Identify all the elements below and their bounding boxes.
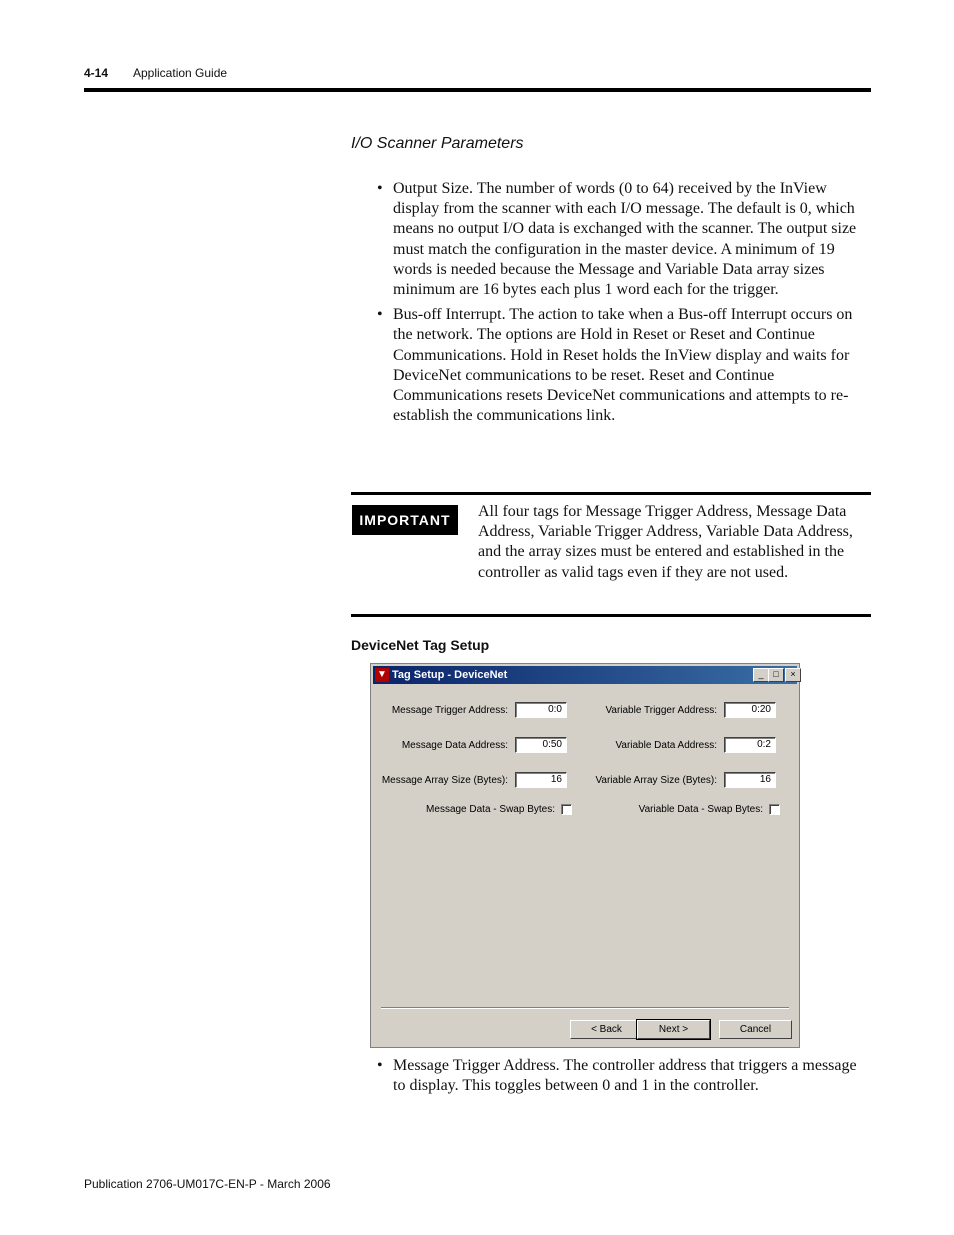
variable-array-size-input[interactable]: 16 <box>724 772 776 788</box>
variable-array-size-label: Variable Array Size (Bytes): <box>595 775 717 786</box>
output-size-text: Output Size. The number of words (0 to 64) received by the InView display from the scanner with each I/O message. The default is 0, which means no output I/O data is exchanged with the scanner. The output size must match the configuration in the master device. A minimum of 19 words is needed because the Message and Variable Data array sizes minimum are 16 bytes each plus 1 word each for the trigger. <box>393 180 857 299</box>
variable-data-address-label: Variable Data Address: <box>615 740 717 751</box>
next-button[interactable]: Next > <box>637 1020 710 1039</box>
message-swap-bytes-checkbox[interactable] <box>561 804 572 815</box>
page-number: 4-14 <box>84 66 109 80</box>
running-header-title: Application Guide <box>133 66 228 80</box>
maximize-button[interactable]: □ <box>768 668 784 682</box>
dialog-title: Tag Setup - DeviceNet <box>392 669 508 681</box>
important-label: IMPORTANT <box>352 505 458 535</box>
important-bottom-rule <box>351 614 871 617</box>
list-item <box>377 305 871 426</box>
message-swap-bytes-label: Message Data - Swap Bytes: <box>426 804 555 815</box>
important-top-rule <box>351 492 871 495</box>
cancel-button[interactable]: Cancel <box>719 1020 792 1039</box>
dialog-titlebar[interactable] <box>373 666 797 684</box>
figure-caption: DeviceNet Tag Setup <box>351 637 490 653</box>
variable-swap-bytes-checkbox[interactable] <box>769 804 780 815</box>
list-item <box>377 179 871 300</box>
variable-trigger-address-input[interactable]: 0:20 <box>724 702 776 718</box>
tag-setup-dialog <box>370 663 800 1048</box>
back-button[interactable]: < Back <box>570 1020 643 1039</box>
bus-off-interrupt-text: Bus-off Interrupt. The action to take when a Bus-off Interrupt occurs on the network. The options are Hold in Reset or Reset and Continue Communications. Hold in Reset holds the InView display and waits for DeviceNet communications to be reset. Reset and Continue Communications resets DeviceNet communications and attempts to re-establish the communications link. <box>393 306 853 425</box>
message-array-size-label: Message Array Size (Bytes): <box>381 775 508 786</box>
section-heading: I/O Scanner Parameters <box>351 135 524 152</box>
bullet-icon: • <box>377 306 383 324</box>
list-item <box>377 1056 871 1096</box>
message-data-address-label: Message Data Address: <box>401 740 508 751</box>
variable-trigger-address-label: Variable Trigger Address: <box>605 705 717 716</box>
variable-data-address-input[interactable]: 0:2 <box>724 737 776 753</box>
important-text: All four tags for Message Trigger Address, Message Data Address, Variable Trigger Address, Variable Data Address, and the array sizes must be entered and established in the controller as valid tags even if they are not used. <box>478 503 853 581</box>
minimize-button[interactable]: _ <box>753 668 769 682</box>
variable-swap-bytes-label: Variable Data - Swap Bytes: <box>638 804 763 815</box>
app-icon: ▼ <box>375 668 389 682</box>
publication-footer: Publication 2706-UM017C-EN-P - March 2006 <box>84 1177 331 1191</box>
message-trigger-address-label: Message Trigger Address: <box>391 705 508 716</box>
parameter-list <box>377 179 871 431</box>
message-array-size-input[interactable]: 16 <box>515 772 567 788</box>
bullet-icon: • <box>377 1057 383 1074</box>
dialog-separator <box>381 1007 789 1009</box>
tag-field-list <box>377 1056 871 1101</box>
bullet-icon: • <box>377 180 383 197</box>
message-trigger-address-text: Message Trigger Address. The controller address that triggers a message to display. This toggles between 0 and 1 in the controller. <box>393 1057 857 1095</box>
message-trigger-address-input[interactable]: 0:0 <box>515 702 567 718</box>
close-button[interactable]: × <box>785 668 801 682</box>
header-rule <box>84 88 871 92</box>
message-data-address-input[interactable]: 0:50 <box>515 737 567 753</box>
